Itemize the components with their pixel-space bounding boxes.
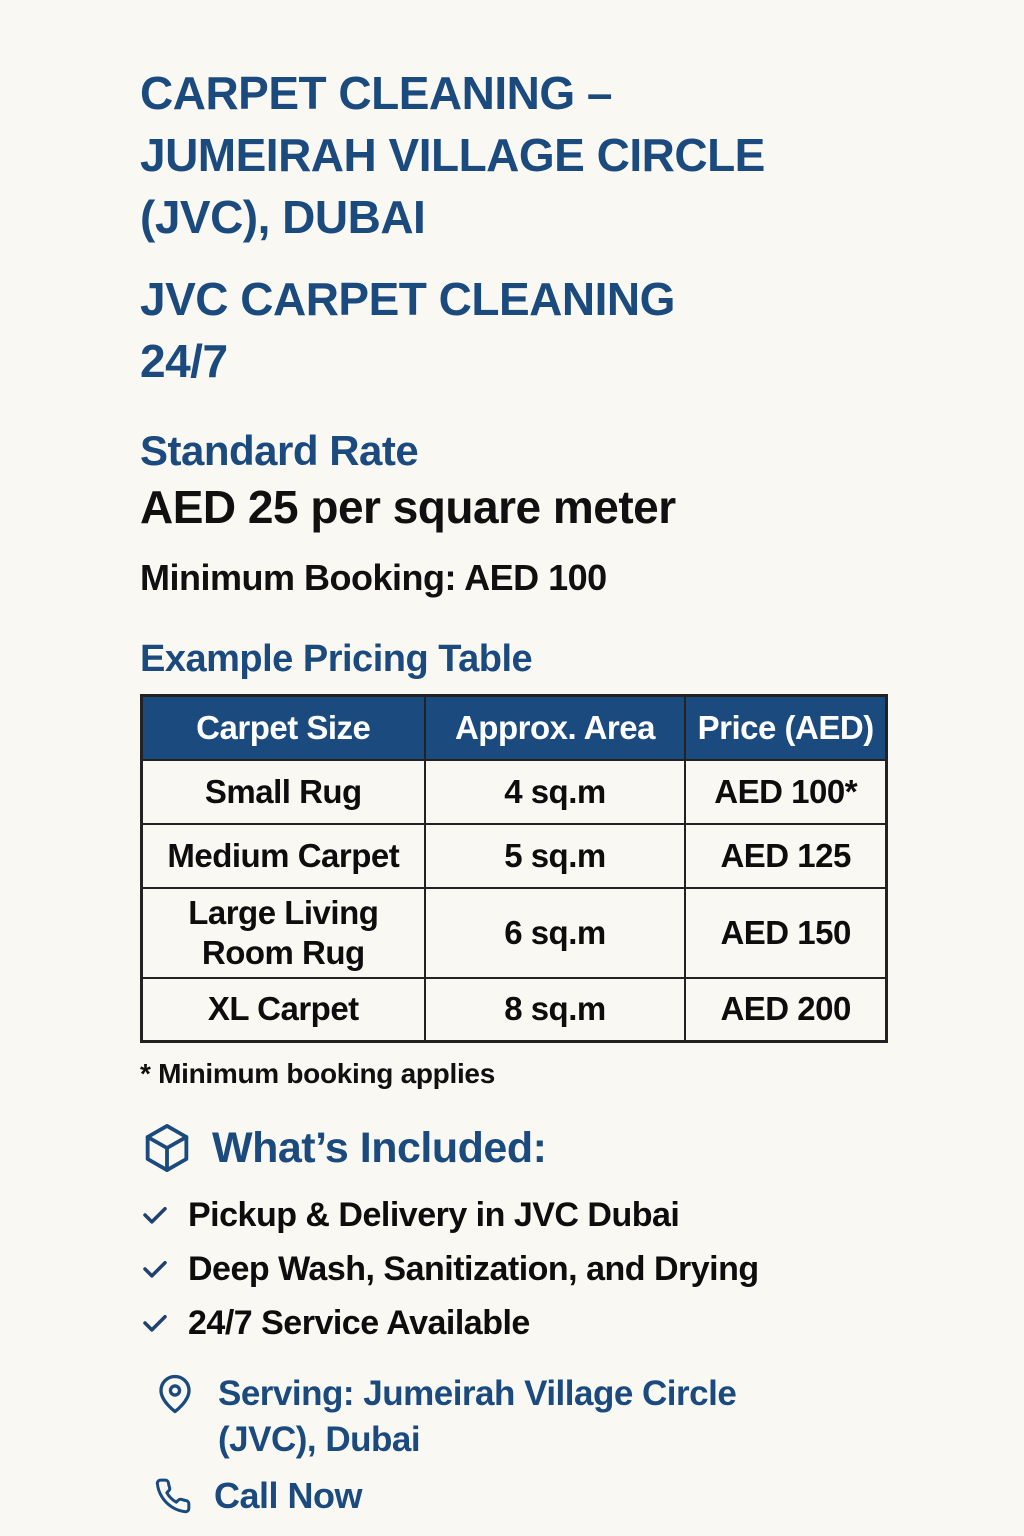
list-item-label: Pickup & Delivery in JVC Dubai (188, 1196, 680, 1234)
phone-icon (154, 1477, 192, 1515)
list-item (140, 1193, 934, 1237)
pricing-table-heading: Example Pricing Table (140, 638, 533, 680)
cell-price: AED 150 (685, 888, 886, 978)
standard-rate-heading: Standard Rate (140, 427, 419, 474)
location-pin-icon (154, 1373, 196, 1415)
call-now-button[interactable] (154, 1473, 362, 1519)
minimum-booking: Minimum Booking: AED 100 (140, 557, 607, 598)
checkmark-icon (140, 1200, 170, 1230)
list-item (140, 1247, 934, 1291)
page-subtitle-line-1: JVC CARPET CLEANING (140, 273, 675, 325)
cell-area: 6 sq.m (425, 888, 686, 978)
package-cube-icon (140, 1121, 194, 1175)
checkmark-icon (140, 1254, 170, 1284)
call-now-label: Call Now (214, 1475, 363, 1516)
cell-price: AED 200 (685, 978, 886, 1042)
list-item-label: Deep Wash, Sanitization, and Drying (188, 1250, 759, 1288)
pricing-table (140, 694, 888, 1043)
cell-size: Small Rug (142, 760, 425, 824)
page-title-line-1: CARPET CLEANING – (140, 67, 612, 119)
cell-price: AED 100* (685, 760, 886, 824)
column-header-approx-area: Approx. Area (425, 696, 686, 760)
cell-size: Large Living Room Rug (142, 888, 425, 978)
cell-area: 8 sq.m (425, 978, 686, 1042)
list-item-label: 24/7 Service Available (188, 1304, 530, 1342)
column-header-price: Price (AED) (685, 696, 886, 760)
cell-size: Medium Carpet (142, 824, 425, 888)
cell-area: 5 sq.m (425, 824, 686, 888)
whats-included-heading (140, 1121, 934, 1175)
table-row (142, 978, 887, 1042)
serving-label: Serving: Jumeirah Village Circle (JVC), Dubai (218, 1374, 737, 1459)
table-footnote: * Minimum booking applies (140, 1058, 495, 1089)
table-row (142, 760, 887, 824)
page-title-line-2: JUMEIRAH VILLAGE CIRCLE (140, 129, 765, 181)
rate-value: AED 25 per square meter (140, 481, 676, 533)
included-list (140, 1193, 934, 1345)
cell-area: 4 sq.m (425, 760, 686, 824)
whats-included-label: What’s Included: (212, 1124, 547, 1172)
page-subtitle (140, 268, 934, 392)
column-header-carpet-size: Carpet Size (142, 696, 425, 760)
cell-size: XL Carpet (142, 978, 425, 1042)
checkmark-icon (140, 1308, 170, 1338)
pricing-table-header-row (142, 696, 887, 760)
page-title (140, 62, 934, 248)
list-item (140, 1301, 934, 1345)
table-row (142, 824, 887, 888)
page-subtitle-line-2: 24/7 (140, 335, 228, 387)
cell-price: AED 125 (685, 824, 886, 888)
page-title-line-3: (JVC), DUBAI (140, 191, 426, 243)
serving-area (154, 1371, 934, 1463)
table-row (142, 888, 887, 978)
